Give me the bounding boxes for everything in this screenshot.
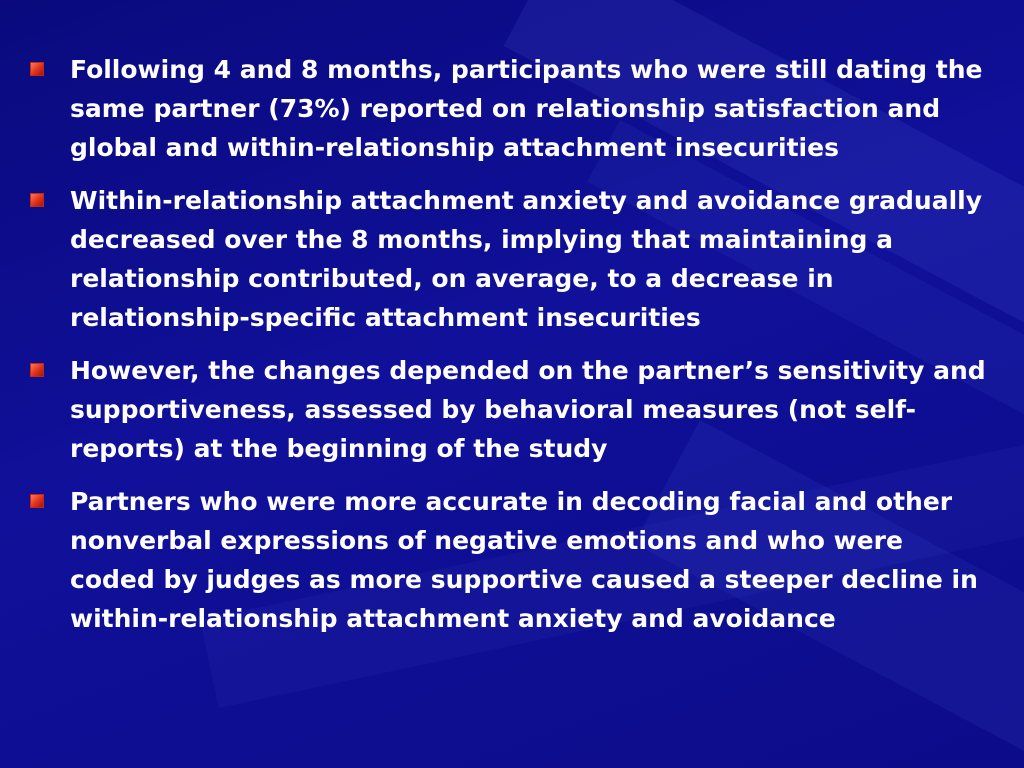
bullet-item	[30, 50, 990, 167]
square-bullet-icon	[30, 494, 44, 508]
slide-body	[30, 50, 990, 652]
bullet-text: However, the changes depended on the partner’s sensitivity and supportiveness, assessed by behavioral measures (not self-reports) at the beginning of the study	[70, 356, 986, 463]
bullet-item	[30, 482, 990, 638]
bullet-item	[30, 181, 990, 337]
square-bullet-icon	[30, 193, 44, 207]
bullet-list	[30, 50, 990, 638]
square-bullet-icon	[30, 363, 44, 377]
bullet-item	[30, 351, 990, 468]
square-bullet-icon	[30, 62, 44, 76]
bullet-text: Following 4 and 8 months, participants who were still dating the same partner (73%) reported on relationship satisfaction and global and within-relationship attachment insecurities	[70, 55, 983, 162]
bullet-text: Partners who were more accurate in decoding facial and other nonverbal expressions of negative emotions and who were coded by judges as more supportive caused a steeper decline in within-relationship attachment anxiety and avoidance	[70, 487, 978, 633]
bullet-text: Within-relationship attachment anxiety and avoidance gradually decreased over the 8 months, implying that maintaining a relationship contributed, on average, to a decrease in relationship-specific attachment insecurities	[70, 186, 982, 332]
